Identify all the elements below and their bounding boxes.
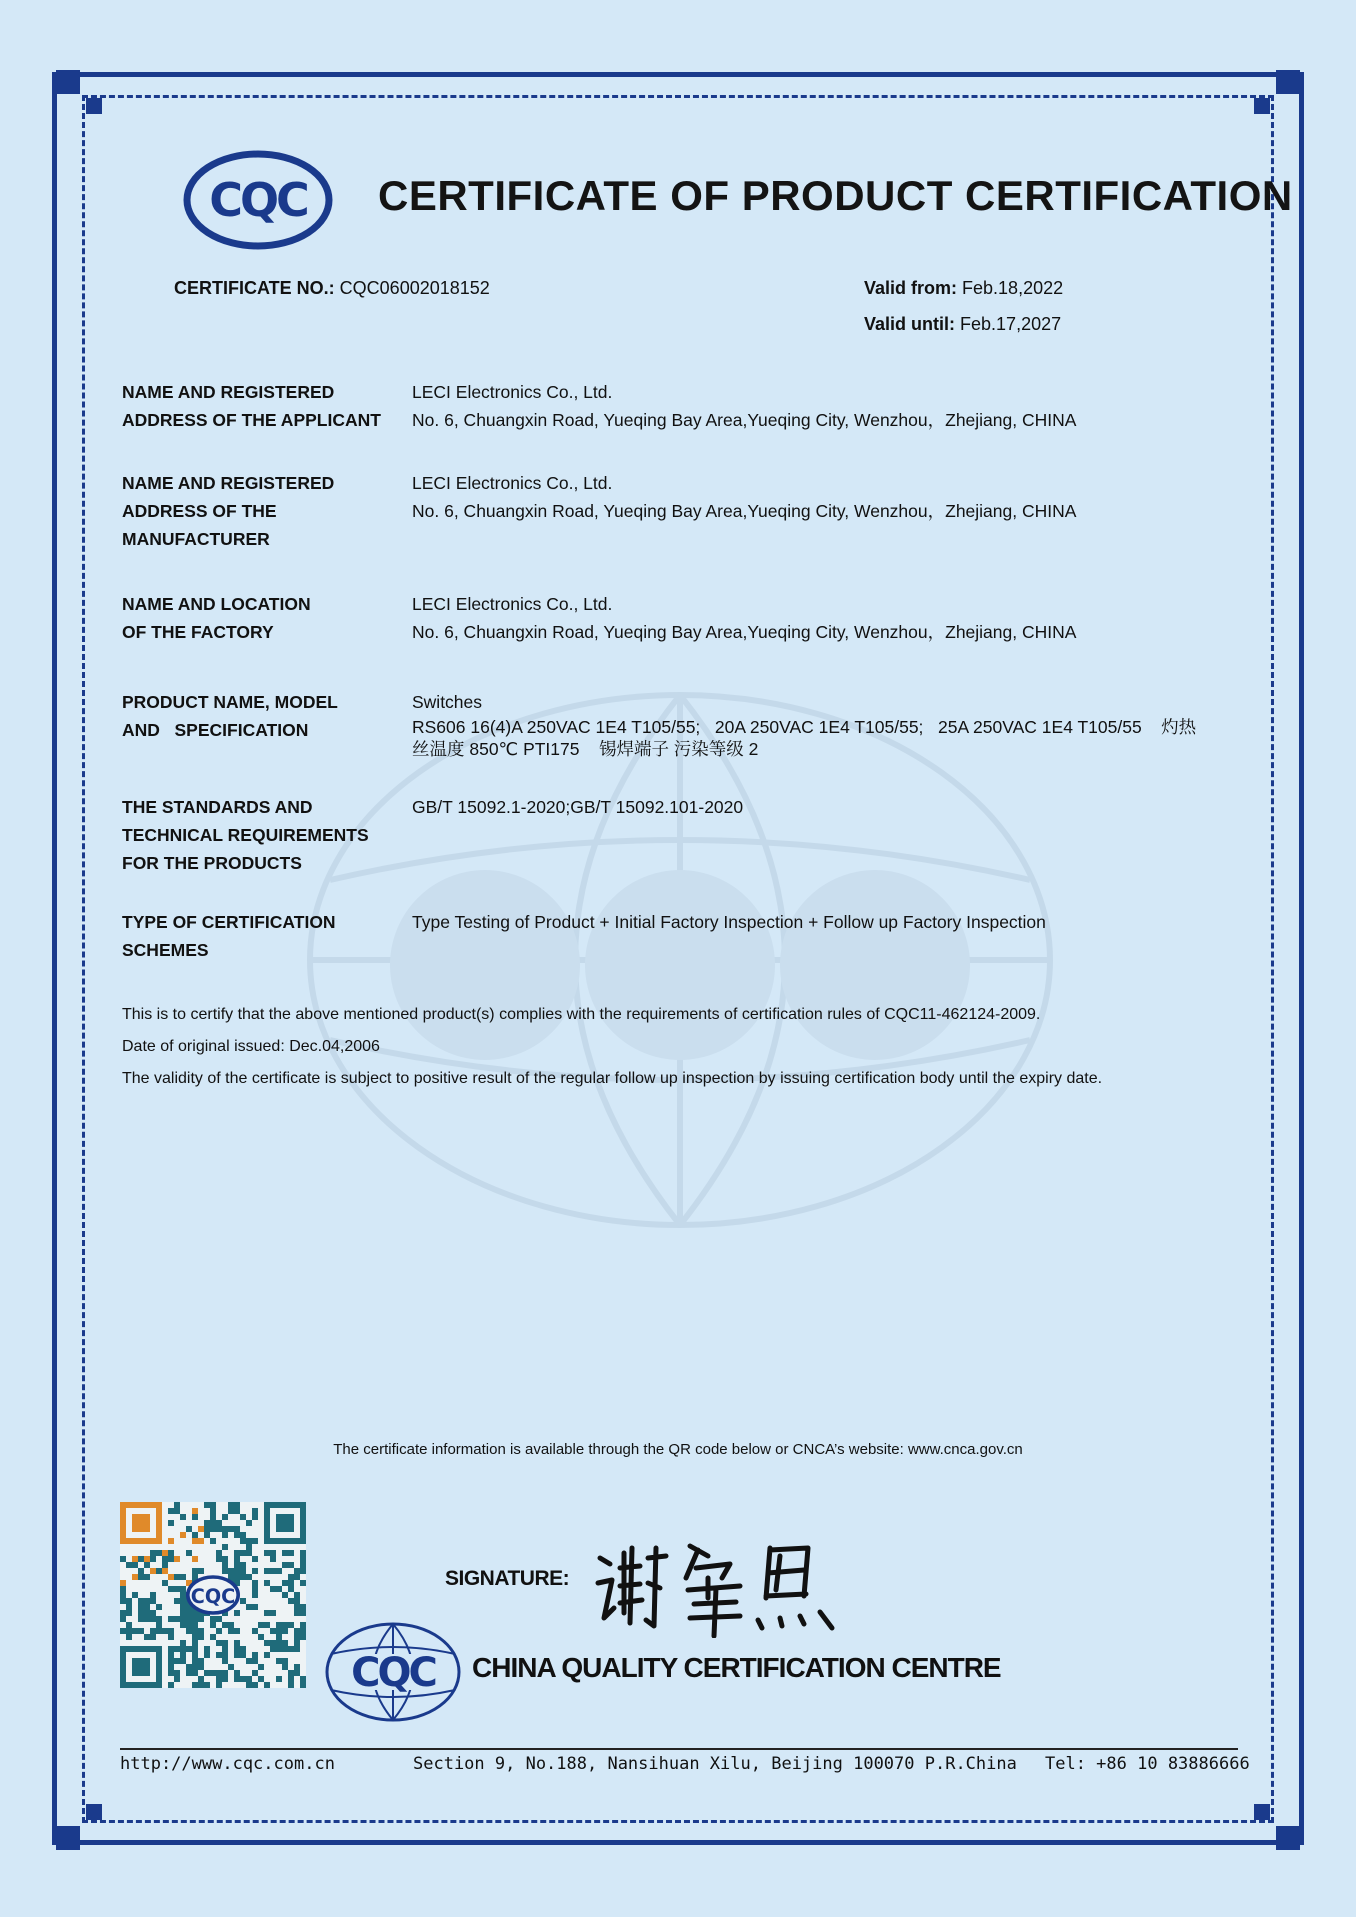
qr-note: The certificate information is available through the QR code below or CNCA’s website: www.cnca.gov.cn [333,1441,1023,1458]
cqc-watermark-globe [290,680,1070,1240]
section-value: LECI Electronics Co., Ltd. No. 6, Chuangxin Road, Yueqing Bay Area,Yueqing City, Wenzhou，Zhejiang, CHINA [412,382,1077,430]
qr-code[interactable] [120,1502,306,1688]
corner-ornament [1254,1804,1270,1820]
section-label: NAME AND REGISTERED ADDRESS OF THE MANUFACTURER [122,473,335,549]
section-label: NAME AND LOCATION OF THE FACTORY [122,594,311,642]
certification-statement: This is to certify that the above mentioned product(s) complies with the requirements of certification rules of CQC11-462124-2009. [122,1006,1041,1023]
valid-until [864,314,1061,335]
corner-ornament [86,1804,102,1820]
signature-label: SIGNATURE: [445,1567,570,1590]
certificate-number-label: CERTIFICATE NO.: [174,278,335,298]
section-value: LECI Electronics Co., Ltd. No. 6, Chuangxin Road, Yueqing Bay Area,Yueqing City, Wenzhou，Zhejiang, CHINA [412,594,1077,642]
section-value: Switches RS606 16(4)A 250VAC 1E4 T105/55; 20A 250VAC 1E4 T105/55; 25A 250VAC 1E4 T105/55 灼热 丝温度 850℃ PTI175 锡焊端子 污染等级 2 [412,692,1197,759]
original-issue-date: Date of original issued: Dec.04,2006 [122,1038,380,1055]
corner-ornament [56,70,80,94]
section-value: LECI Electronics Co., Ltd. No. 6, Chuangxin Road, Yueqing Bay Area,Yueqing City, Wenzhou，Zhejiang, CHINA [412,473,1077,521]
section-label: THE STANDARDS AND TECHNICAL REQUIREMENTS FOR THE PRODUCTS [122,797,369,873]
section-value: Type Testing of Product + Initial Factory Inspection + Follow up Factory Inspection [412,912,1046,932]
footer-address: Section 9, No.188, Nansihuan Xilu, Beijing 100070 P.R.China [413,1754,1017,1774]
cqc-logo [183,150,333,250]
svg-text:CQC: CQC [351,1650,435,1696]
corner-ornament [56,1826,80,1850]
corner-ornament [1276,70,1300,94]
footer-telephone: Tel: +86 10 83886666 [1045,1754,1250,1774]
section-label: TYPE OF CERTIFICATION SCHEMES [122,912,336,960]
corner-ornament [1254,98,1270,114]
cqc-globe-logo [323,1620,463,1724]
issuing-body-name: CHINA QUALITY CERTIFICATION CENTRE [472,1652,1001,1683]
section-label: NAME AND REGISTERED ADDRESS OF THE APPLICANT [122,382,381,430]
validity-statement: The validity of the certificate is subject to positive result of the regular follow up inspection by issuing certification body until the expiry date. [122,1070,1103,1087]
corner-ornament [86,98,102,114]
svg-text:CQC: CQC [209,173,307,227]
certificate-number-value: CQC06002018152 [339,278,490,298]
certificate-number [174,278,490,299]
valid-from [864,278,1063,299]
section-label: PRODUCT NAME, MODEL AND SPECIFICATION [122,692,338,740]
handwritten-signature [590,1528,850,1638]
svg-text:CQC: CQC [190,1584,236,1608]
footer-divider [120,1748,1238,1750]
document-title: CERTIFICATE OF PRODUCT CERTIFICATION [378,172,1293,219]
valid-from-label: Valid from: [864,278,958,298]
corner-ornament [1276,1826,1300,1850]
valid-until-value: Feb.17,2027 [960,314,1062,334]
valid-from-value: Feb.18,2022 [962,278,1064,298]
section-value: GB/T 15092.1-2020;GB/T 15092.101-2020 [412,797,744,817]
footer-website[interactable]: http://www.cqc.com.cn [120,1754,335,1774]
valid-until-label: Valid until: [864,314,956,334]
